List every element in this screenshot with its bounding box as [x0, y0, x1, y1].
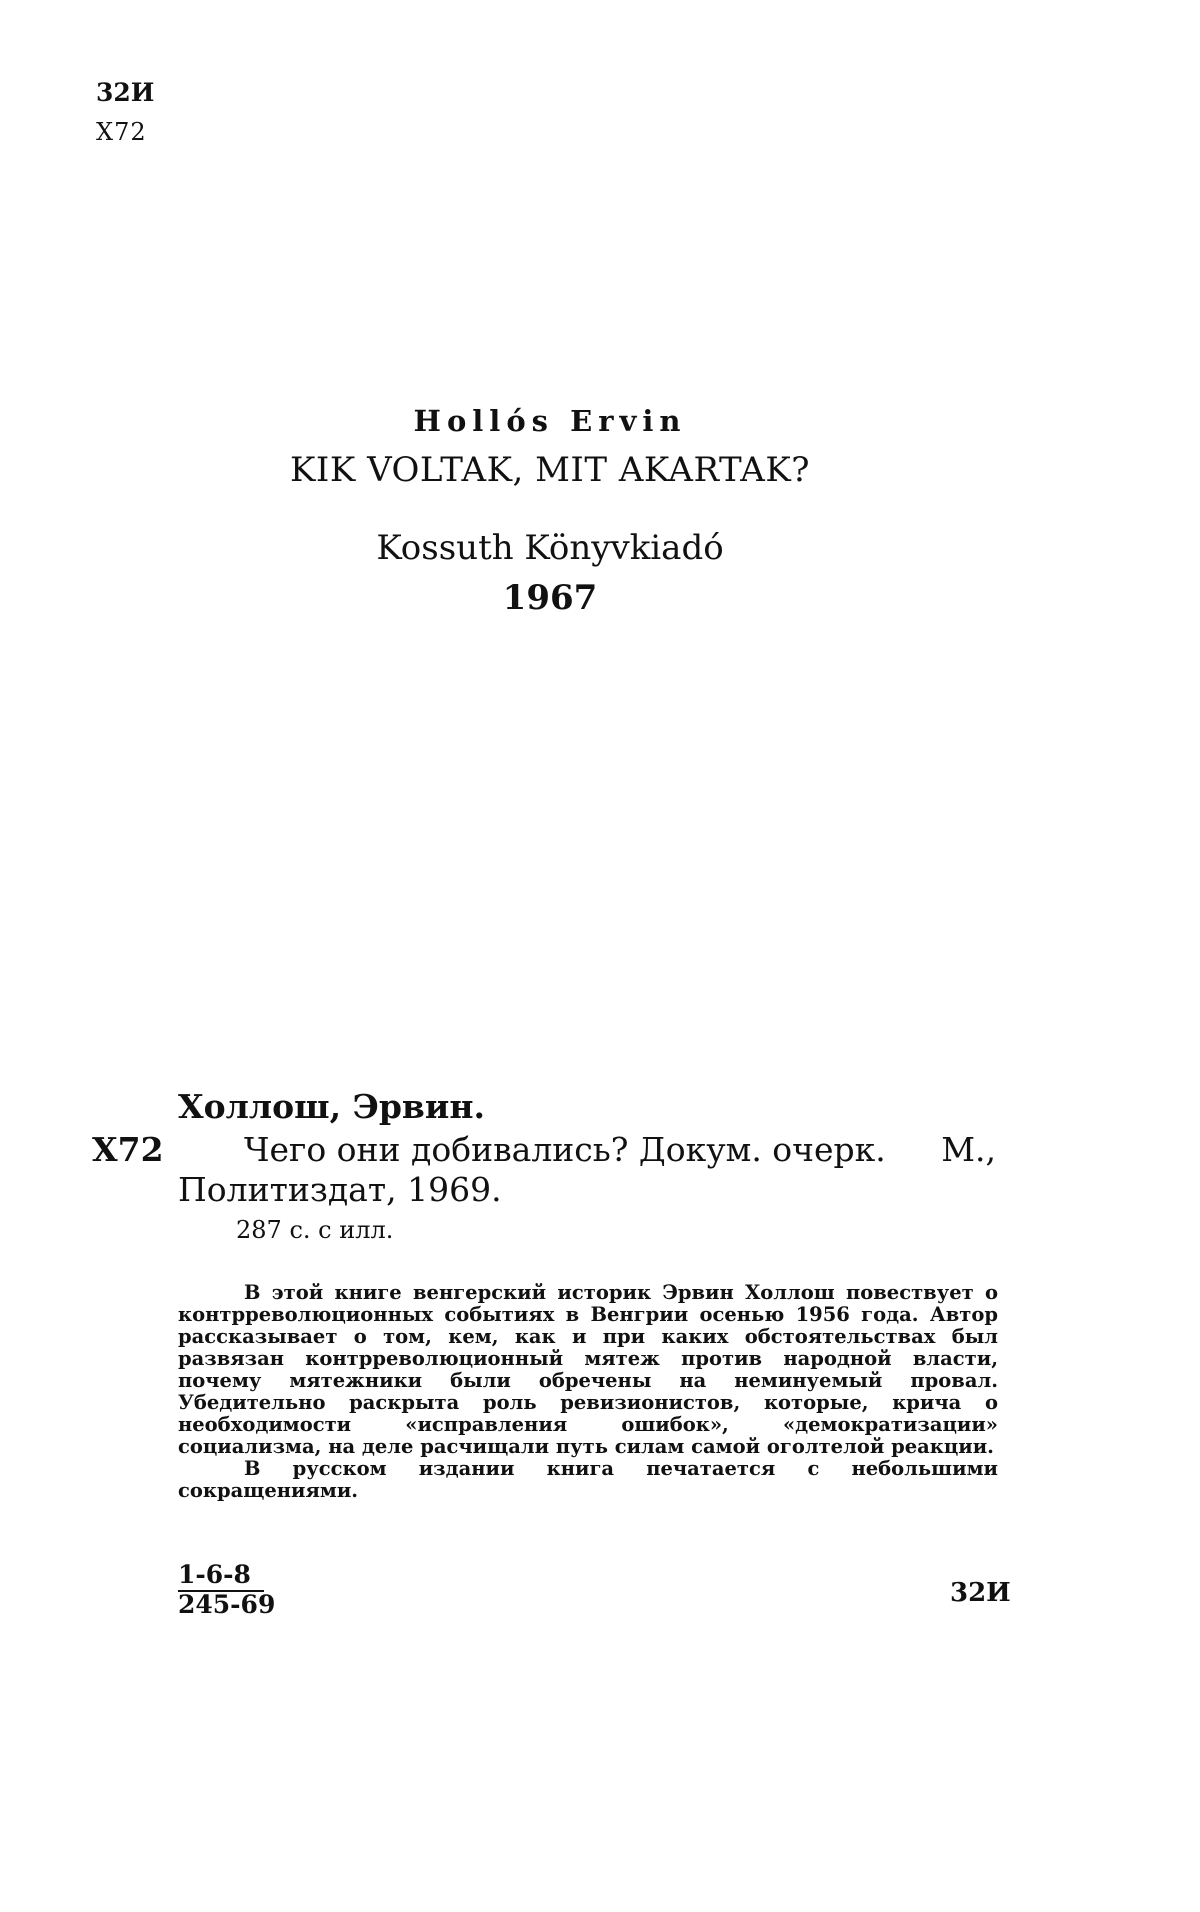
annotation	[178, 1282, 998, 1502]
catalog-place: М.,	[941, 1130, 996, 1169]
author-mark-top: X72	[96, 118, 147, 146]
original-title: KIK VOLTAK, MIT AKARTAK?	[290, 450, 810, 490]
catalog-author-mark: X72	[92, 1130, 164, 1169]
annotation-paragraph-1: В этой книге венгерский историк Эрвин Холлош повествует о контрреволюционных событиях в Венгрии осенью 1956 года. Автор рассказывает о том, кем, как и при каких обстоятельствах был развязан контрреволюционный мятеж против народной власти, почему мятежники были обречены на неминуемый провал. Убедительно раскрыта роль ревизионистов, которые, крича о необходимости «исправления ошибок», «демократизации» социализма, на деле расчищали путь силам самой оголтелой реакции.	[178, 1281, 998, 1458]
catalog-title-line-1	[244, 1130, 996, 1169]
original-year: 1967	[502, 578, 598, 618]
catalog-publisher-year: Политиздат, 1969.	[178, 1170, 502, 1209]
index-denominator: 245-69	[178, 1590, 276, 1619]
original-author: Hollós Ervin	[413, 404, 687, 438]
classification-code-top: 32И	[96, 78, 155, 107]
classification-code-bottom: 32И	[950, 1578, 1011, 1608]
original-publisher: Kossuth Könyvkiadó	[376, 528, 724, 568]
index-numerator: 1-6-8	[178, 1560, 251, 1589]
catalog-title: Чего они добивались? Докум. очерк.	[244, 1130, 886, 1169]
annotation-paragraph-2: В русском издании книга печатается с небольшими сокращениями.	[178, 1457, 998, 1502]
catalog-author: Холлош, Эрвин.	[178, 1087, 485, 1126]
catalog-pages: 287 с. с илл.	[236, 1216, 394, 1244]
